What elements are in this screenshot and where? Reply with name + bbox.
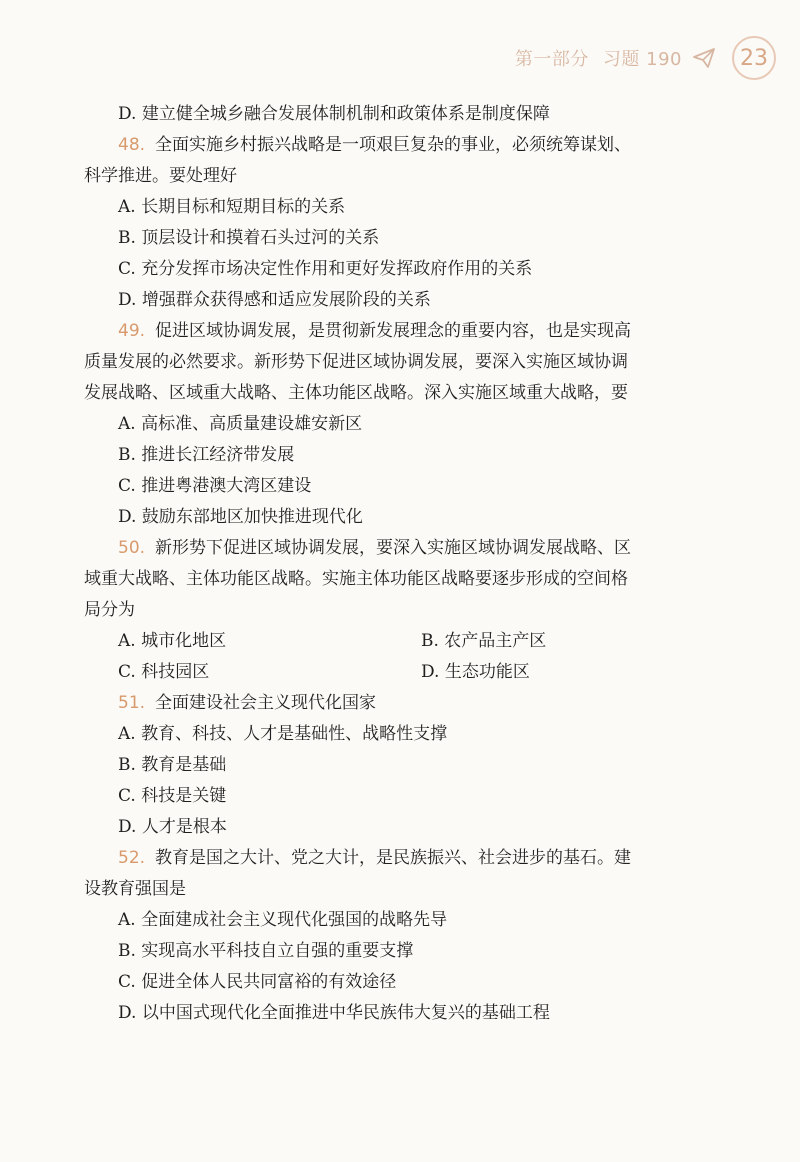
option-cell: B. 农产品主产区: [421, 631, 547, 651]
page-header: [515, 34, 776, 82]
running-head: [515, 45, 682, 71]
paper-plane-icon: [692, 46, 716, 70]
option-line: A. 长期目标和短期目标的关系: [118, 197, 346, 217]
option-line: D. 以中国式现代化全面推进中华民族伟大复兴的基础工程: [118, 1003, 550, 1023]
option-cell: D. 生态功能区: [421, 662, 530, 682]
question-number: 52.: [118, 848, 146, 868]
question-number: 51.: [118, 693, 146, 713]
option-line: C. 推进粤港澳大湾区建设: [118, 476, 312, 496]
option-line: B. 顶层设计和摸着石头过河的关系: [118, 228, 380, 248]
option-cell: A. 城市化地区: [118, 631, 227, 651]
question-list: [84, 99, 724, 1029]
question-49-line-3: 发展战略、区域重大战略、主体功能区战略。深入实施区域重大战略，要: [84, 383, 628, 403]
option-line: C. 促进全体人民共同富裕的有效途径: [118, 972, 397, 992]
option-line: B. 教育是基础: [118, 755, 227, 775]
option-line: B. 推进长江经济带发展: [118, 445, 295, 465]
question-number: 48.: [118, 135, 146, 155]
question-51-line-1: 51. 全面建设社会主义现代化国家: [118, 693, 377, 713]
option-line: D. 建立健全城乡融合发展体制机制和政策体系是制度保障: [118, 104, 550, 124]
subsection-title: 习题 190: [602, 49, 682, 70]
option-line: D. 鼓励东部地区加快推进现代化: [118, 507, 363, 527]
option-line: A. 高标准、高质量建设雄安新区: [118, 414, 363, 434]
question-48-line-1: 48. 全面实施乡村振兴战略是一项艰巨复杂的事业，必须统筹谋划、: [118, 135, 632, 155]
option-row: [84, 657, 724, 688]
question-number: 49.: [118, 321, 146, 341]
question-49-line-2: 质量发展的必然要求。新形势下促进区域协调发展，要深入实施区域协调: [84, 352, 628, 372]
question-50-line-3: 局分为: [84, 600, 135, 620]
option-line: D. 增强群众获得感和适应发展阶段的关系: [118, 290, 431, 310]
option-line: A. 全面建成社会主义现代化强国的战略先导: [118, 910, 448, 930]
option-line: C. 充分发挥市场决定性作用和更好发挥政府作用的关系: [118, 259, 533, 279]
question-50-line-2: 域重大战略、主体功能区战略。实施主体功能区战略要逐步形成的空间格: [84, 569, 628, 589]
option-line: D. 人才是根本: [118, 817, 227, 837]
question-50-line-1: 50. 新形势下促进区域协调发展，要深入实施区域协调发展战略、区: [118, 538, 632, 558]
option-cell: C. 科技园区: [118, 662, 210, 682]
question-52-line-2: 设教育强国是: [84, 879, 186, 899]
question-48-line-2: 科学推进。要处理好: [84, 166, 237, 186]
question-52-line-1: 52. 教育是国之大计、党之大计，是民族振兴、社会进步的基石。建: [118, 848, 632, 868]
section-title: 第一部分: [514, 49, 589, 70]
option-row: [84, 626, 724, 657]
page-number: 23: [740, 45, 768, 71]
page-number-badge: [732, 36, 776, 80]
option-line: A. 教育、科技、人才是基础性、战略性支撑: [118, 724, 448, 744]
question-49-line-1: 49. 促进区域协调发展，是贯彻新发展理念的重要内容，也是实现高: [118, 321, 632, 341]
option-line: C. 科技是关键: [118, 786, 227, 806]
option-line: B. 实现高水平科技自立自强的重要支撑: [118, 941, 414, 961]
question-number: 50.: [118, 538, 146, 558]
